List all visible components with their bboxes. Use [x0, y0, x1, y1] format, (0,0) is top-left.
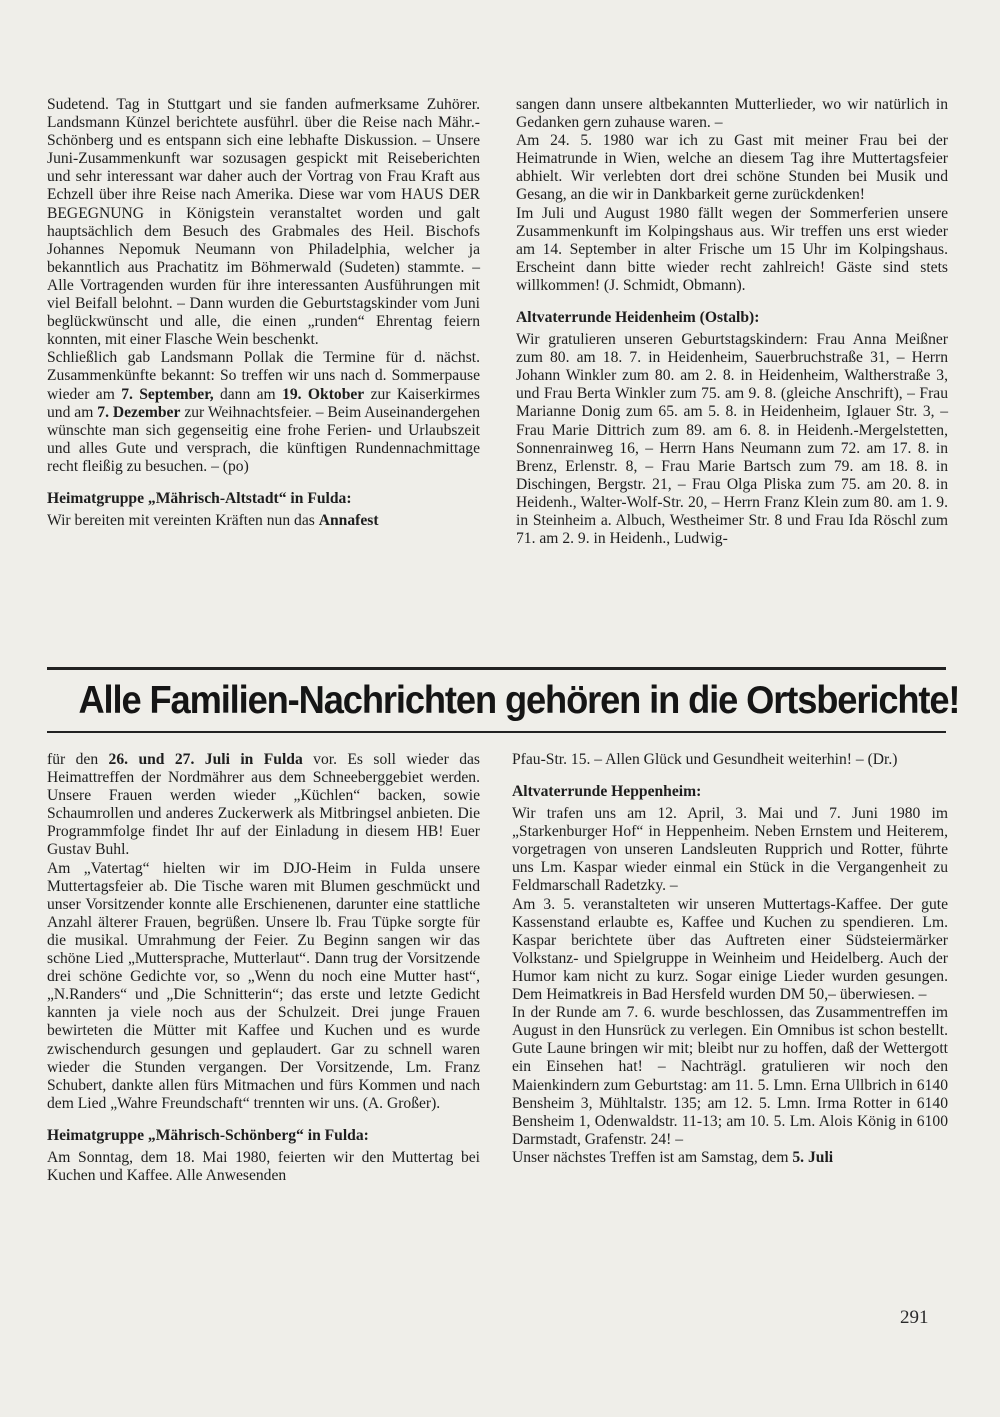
divider-bottom	[47, 731, 946, 733]
text-run: vor. Es soll wieder das Heimattreffen der Nordmährer aus dem Schneeberggebiet werden. Unsere Frauen werden wieder „Küchlen“ backen, sowie Schaumrollen und anderes Zuckerwerk als Mitbringsel anbieten. Die Programmfolge findet Ihr auf der Einladung in diesem HB! Euer Gustav Buhl.	[47, 751, 480, 859]
page-number: 291	[900, 1307, 929, 1328]
paragraph	[512, 1149, 948, 1167]
date-bold: 19. Oktober	[282, 385, 365, 403]
paragraph: Wir trafen uns am 12. April, 3. Mai und 7. Juni 1980 im „Starkenburger Hof“ in Heppenheim. Neben Ernstem und Heiterem, vorgetragen von unseren Landsleuten Rupprich und Rotter, führte uns Lm. Kaspar wieder einmal ein Stück in die Vergangenheit zu Feldmarschall Radetzky. –	[512, 805, 948, 895]
date-bold: 7. September,	[121, 385, 214, 403]
column-bottom-left	[47, 751, 480, 1185]
paragraph: Am 24. 5. 1980 war ich zu Gast mit meiner Frau bei der Heimatrunde in Wien, welche an diesem Tag ihre Muttertagsfeier abhielt. Wir verlebten dort drei schöne Stunden bei Musik und Gesang, an die wir in Dankbarkeit gerne zurückdenken!	[516, 132, 948, 204]
date-bold: 5. Juli	[792, 1148, 834, 1166]
section-heading: Heimatgruppe „Mährisch-Schönberg“ in Fulda:	[47, 1126, 369, 1144]
date-bold: 7. Dezember	[97, 403, 181, 421]
paragraph: Am „Vatertag“ hielten wir im DJO-Heim in Fulda unsere Muttertagsfeier ab. Die Tische waren mit Blumen geschmückt und unser Vorsitzender konnte alle Erschienenen, darunter eine stattliche Anzahl älterer Frauen, begrüßen. Unsere lb. Frau Tüpke sorgte für die musikal. Umrahmung der Feier. Zu Beginn sangen wir das schöne Lied „Muttersprache, Mutterlaut“. Dann trug der Vorsitzende drei schöne Gedichte vor, so „Wenn du noch eine Mutter hast“, „N.Randers“ und „Die Schnitterin“; das erste und letzte Gedicht kannten ja viele noch aus der Schulzeit. Drei junge Frauen bewirteten die Mütter mit Kaffee und Kuchen und es wurde zwischendurch gesungen und geplaudert. Gar zu schnell waren wieder die Stunden vergangen. Der Vorsitzende, Lm. Franz Schubert, dankte allen fürs Mitmachen und fürs Kommen und nach dem Lied „Wahre Freundschaft“ trennten wir uns. (A. Großer).	[47, 859, 480, 1112]
paragraph	[47, 512, 480, 530]
text-run: Wir bereiten mit vereinten Kräften nun das	[47, 511, 319, 529]
text-run: Unser nächstes Treffen ist am Samstag, dem	[512, 1148, 793, 1166]
paragraph: Am Sonntag, dem 18. Mai 1980, feierten wir den Muttertag bei Kuchen und Kaffee. Alle Anwesenden	[47, 1148, 480, 1184]
text-run: zur Kaiserkirmes und am	[47, 385, 481, 421]
text-run: zur Weihnachtsfeier. – Beim Auseinandergehen wünschte man sich gegenseitig eine frohe Ferien- und Urlaubszeit und alles Gute und versprach, die künftigen Rundennachmittage recht fleißig zu besuchen. – (po)	[47, 403, 480, 475]
paragraph: In der Runde am 7. 6. wurde beschlossen, das Zusammentreffen im August in den Hunsrück zu verlegen. Ein Omnibus ist schon bestellt. Gute Laune bringen wir mit; bleibt nur zu hoffen, daß der Wettergott ein Einsehen hat! – Nachträgl. gratulieren wir noch den Maienkindern zum Geburtstag: am 11. 5. Lmn. Erna Ullbrich in 6140 Bensheim 3, Mühltalstr. 135; am 12. 5. Lmn. Irma Rotter in 6140 Bensheim 1, Odenwaldstr. 11-13; am 10. 5. Lm. Alois König in 6100 Darmstadt, Grafenstr. 24! –	[512, 1004, 948, 1148]
section-heading: Heimatgruppe „Mährisch-Altstadt“ in Fulda:	[47, 489, 352, 507]
paragraph	[47, 349, 480, 476]
paragraph: sangen dann unsere altbekannten Mutterlieder, wo wir natürlich in Gedanken gern zuhause waren. –	[516, 96, 948, 132]
date-bold: 26. und 27. Juli in Fulda	[108, 751, 303, 768]
paragraph: Am 3. 5. veranstalteten wir unseren Muttertags-Kaffee. Der gute Kassenstand erlaubte es, Kaffee und Kuchen zu spendieren. Lm. Kaspar berichtete über das Auftreten einer Südsteiermärker Volkstanz- und Spielgruppe in Weinheim und Heidelberg. Auch der Humor kam nicht zu kurz. Sogar einige Lieder wurden gesungen. Dem Heimatkreis in Bad Hersfeld wurden DM 50,– überwiesen. –	[512, 895, 948, 1004]
divider-top	[47, 667, 946, 670]
event-bold: Annafest	[318, 511, 379, 529]
paragraph: Wir gratulieren unseren Geburtstagskindern: Frau Anna Meißner zum 80. am 18. 7. in Heidenheim, Sauerbruchstraße 31, – Herrn Johann Winkler zum 80. am 2. 8. in Heidenheim, Waltherstraße 3, und Frau Berta Winkler zum 75. am 9. 8. (gleiche Anschrift), – Frau Marianne Donig zum 65. am 5. 8. in Heidenheim, Iglauer Str. 3, – Frau Marie Dittrich zum 89. am 6. 8. in Heidenh.-Mergelstetten, Sonnenrainweg 16, – Herrn Hans Neumann zum 72. am 17. 8. in Brenz, Erlenstr. 8, – Frau Marie Bartsch zum 79. am 18. 8. in Dischingen, Bergstr. 21, – Frau Olga Pliska zum 75. am 20. 8. in Heidenh., Walter-Wolf-Str. 20, – Herrn Franz Klein zum 80. am 1. 9. in Steinheim a. Albuch, Westheimer Str. 8 und Frau Ida Röschl zum 71. am 2. 9. in Heidenh., Ludwig-	[516, 331, 948, 548]
column-bottom-right	[512, 751, 948, 1167]
column-top-right	[516, 96, 948, 548]
paragraph	[47, 751, 480, 860]
column-top-left	[47, 96, 480, 530]
text-run: für den	[47, 751, 109, 768]
paragraph: Im Juli und August 1980 fällt wegen der Sommerferien unsere Zusammenkunft im Kolpingshaus aus. Wir treffen uns erst wieder am 14. September in alter Frische um 15 Uhr im Kolpingshaus. Erscheint dann bitte wieder recht zahlreich! Gäste sind stets willkommen! (J. Schmidt, Obmann).	[516, 204, 948, 294]
text-run: Schließlich gab Landsmann Pollak die Termine für d. nächst. Zusammenkünfte bekannt: So treffen wir uns nach d. Sommerpause wieder am	[47, 349, 480, 403]
paragraph: Sudetend. Tag in Stuttgart und sie fanden aufmerksame Zuhörer. Landsmann Künzel berichtete ausführl. über die Reise nach Mähr.-Schönberg und es entspann sich eine lebhafte Diskussion. – Unsere Juni-Zusammenkunft war sozusagen gespickt mit Reiseberichten und sehr interessant war daher auch der Vortrag von Frau Kraft aus Echzell über ihre Reise nach Amerika. Diese war vom HAUS DER BEGEGNUNG in Königstein veranstaltet worden und galt hauptsächlich dem Besuch des Grabmales des Heil. Bischofs Johannes Nepomuk Neumann von Philadelphia, welcher ja bekanntlich aus Prachatitz im Böhmerwald (Sudeten) stammte. – Alle Vortragenden wurden für ihre interessanten Ausführungen mit viel Beifall belohnt. – Dann wurden die Geburtstagskinder vom Juni beglückwünscht und alle, die einen „runden“ Ehrentag feiern konnten, mit einer Flasche Wein beschenkt.	[47, 96, 480, 349]
section-heading: Altvaterrunde Heidenheim (Ostalb):	[516, 309, 760, 327]
section-heading: Altvaterrunde Heppenheim:	[512, 783, 702, 801]
paragraph: Pfau-Str. 15. – Allen Glück und Gesundheit weiterhin! – (Dr.)	[512, 751, 898, 768]
text-run: dann am	[213, 385, 283, 403]
banner-headline: Alle Familien-Nachrichten gehören in die Ortsberichte!	[78, 679, 960, 722]
